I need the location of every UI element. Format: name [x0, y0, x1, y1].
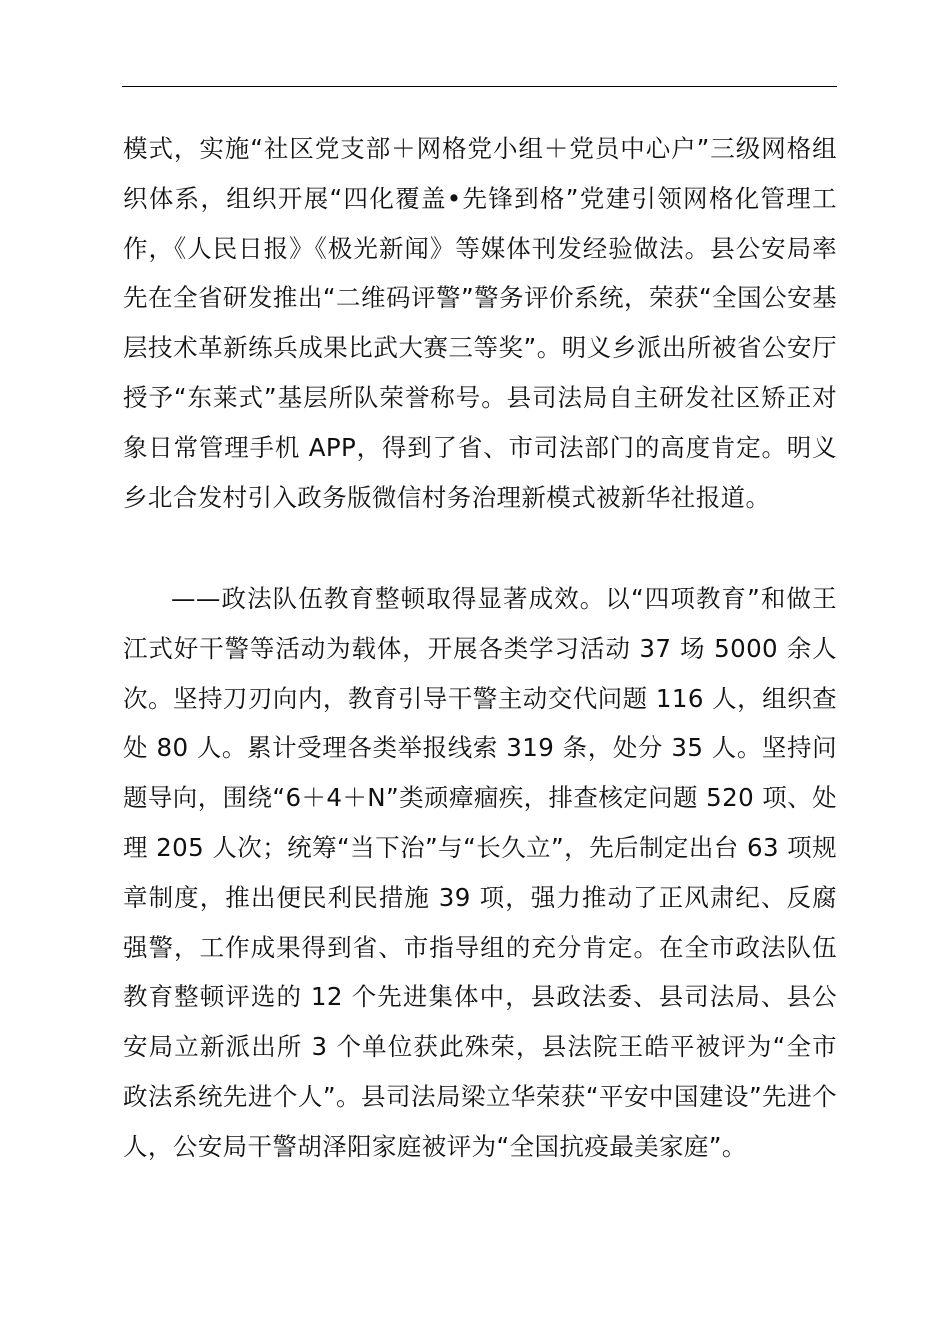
header-rule	[122, 86, 837, 87]
body-paragraph-1: 模式，实施“社区党支部＋网格党小组＋党员中心户”三级网格组织体系，组织开展“四化覆盖•先锋到格”党建引领网格化管理工作，《人民日报》《极光新闻》等媒体刊发经验做法。县公安局率先在全省研发推出“二维码评警”警务评价系统，荣获“全国公安基层技术革新练兵成果比武大赛三等奖”。明义乡派出所被省公安厅授予“东莱式”基层所队荣誉称号。县司法局自主研发社区矫正对象日常管理手机 APP，得到了省、市司法部门的高度肯定。明义乡北合发村引入政务版微信村务治理新模式被新华社报道。	[123, 134, 837, 512]
body-paragraph-2: ——政法队伍教育整顿取得显著成效。以“四项教育”和做王江式好干警等活动为载体，开展各类学习活动 37 场 5000 余人次。坚持刀刃向内，教育引导干警主动交代问题 116 人，组织查处 80 人。累计受理各类举报线索 319 条，处分 35 人。坚持问题导向，围绕“6＋4＋N”类顽瘴痼疾，排查核定问题 520 项、处理 205 人次；统筹“当下治”与“长久立”，先后制定出台 63 项规章制度，推出便民利民措施 39 项，强力推动了正风肃纪、反腐强警，工作成果得到省、市指导组的充分肯定。在全市政法队伍教育整顿评选的 12 个先进集体中，县政法委、县司法局、县公安局立新派出所 3 个单位获此殊荣，县法院王皓平被评为“全市政法系统先进个人”。县司法局梁立华荣获“平安中国建设”先进个人，公安局干警胡泽阳家庭被评为“全国抗疫最美家庭”。	[123, 584, 837, 1161]
